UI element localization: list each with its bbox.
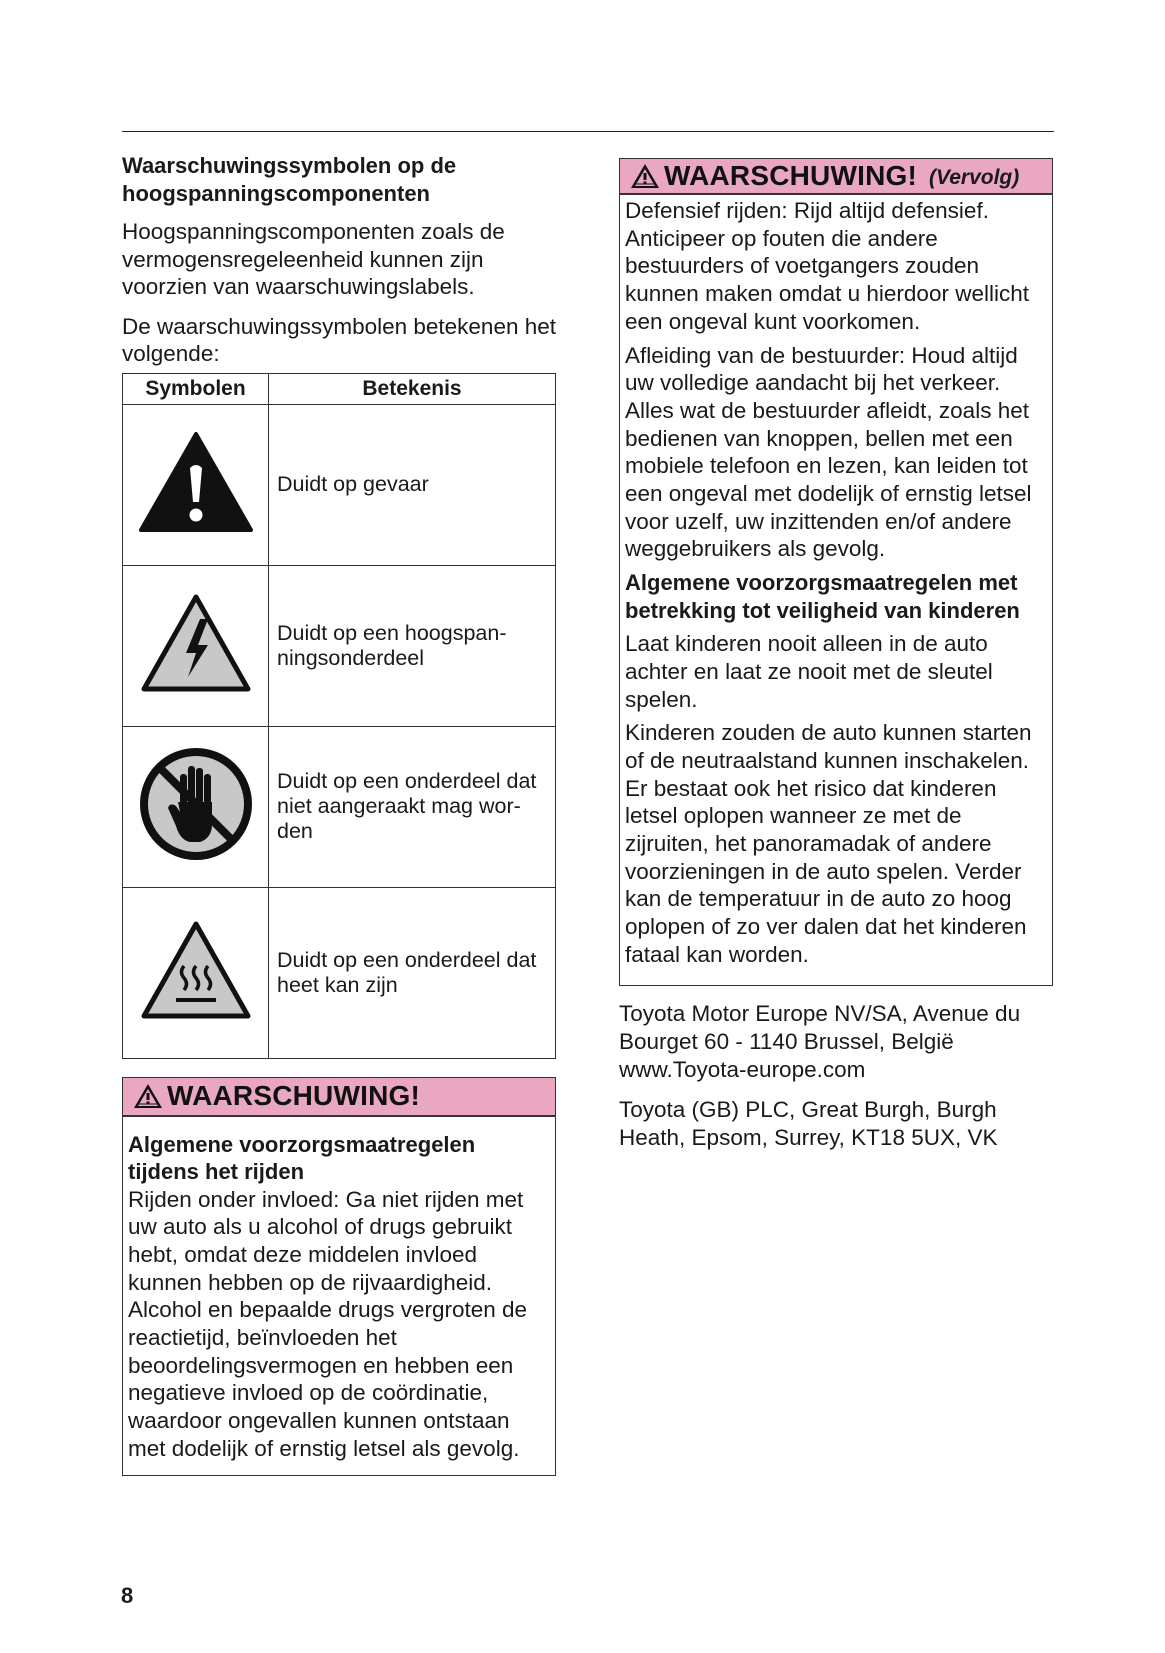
warning-paragraph: Defensief rijden: Rijd altijd defensief. Anticipeer op fouten die andere bestuurders of voetgangers zouden kunnen maken omdat u hierdoor wellicht een ongeval kunt voorkomen. (625, 198, 1029, 334)
warning-header (123, 1078, 555, 1117)
warning-paragraph: Kinderen zouden de auto kunnen starten of de neutraalstand kunnen inschakelen. Er bestaat ook het risico dat kinderen letsel oplopen wanneer ze met de zijruiten, het panoramadak of andere voorzieningen in de auto spelen. Verder kan de temperatuur in de auto zo hoog oplopen of zo ver dalen dat het kinderen fataal kan worden. (625, 720, 1032, 967)
address-tme: Toyota Motor Europe NV/SA, Avenue du Bourget 60 - 1140 Brussel, België www.Toyota-europe.com (619, 1000, 1021, 1082)
meaning-text: Duidt op een hoogspan- ningsonderdeel (277, 620, 507, 670)
top-rule (122, 131, 1054, 132)
right-column (619, 158, 1053, 1164)
section-heading: Waarschuwingssymbolen op de hoogspanningscomponenten (122, 153, 457, 206)
high-voltage-icon (138, 591, 254, 695)
danger-exclamation-icon (138, 430, 254, 534)
warning-header (620, 159, 1052, 195)
warning-triangle-icon (630, 163, 660, 189)
table-row (123, 565, 556, 726)
do-not-touch-icon (138, 746, 254, 862)
symbols-table (122, 373, 556, 1059)
header-betekenis: Betekenis (269, 373, 556, 404)
warning-text: Rijden onder invloed: Ga niet rijden met uw auto als u alcohol of drugs gebruikt hebt, omdat deze middelen invloed kunnen hebben op de rijvaardigheid. Alcohol en bepaalde drugs vergroten de reactietijd, beïnvloeden het beoordelingsvermogen en hebben een negatieve invloed op de coördinatie, waardoor ongevallen kunnen ontstaan met dodelijk of ernstig letsel als gevolg. (128, 1186, 528, 1461)
header-symbolen: Symbolen (123, 373, 269, 404)
warning-box (122, 1077, 556, 1476)
table-row (123, 887, 556, 1058)
warning-paragraph: Laat kinderen nooit alleen in de auto achter en laat ze nooit met de sleutel spelen. (625, 631, 993, 712)
warning-subtitle: (Vervolg) (929, 166, 1020, 189)
warning-paragraph: Afleiding van de bestuurder: Houd altijd uw volledige aandacht bij het verkeer. Alles wat de bestuurder afleidt, zoals het bedienen van knoppen, bellen met een mobiele telefoon en lezen, kan leiden tot een ongeval met dodelijk of ernstig letsel voor uzelf, uw inzittenden en/of andere weggebruikers als gevolg. (625, 342, 1032, 562)
lead-paragraph: De waarschuwingssymbolen betekenen het volgende: (122, 313, 557, 366)
warning-box-continued (619, 158, 1053, 986)
warning-triangle-icon (133, 1083, 163, 1109)
warning-title: WAARSCHUWING! (167, 1080, 421, 1111)
page-number: 8 (121, 1583, 134, 1608)
hot-surface-icon (138, 918, 254, 1022)
table-row (123, 404, 556, 565)
warning-title: WAARSCHUWING! (664, 160, 918, 191)
meaning-text: Duidt op een onderdeel dat heet kan zijn (277, 947, 537, 997)
meaning-text: Duidt op gevaar (277, 472, 429, 496)
table-row (123, 726, 556, 887)
intro-paragraph: Hoogspanningscomponenten zoals de vermogensregeleenheid kunnen zijn voorzien van waarschuwingslabels. (122, 219, 505, 299)
table-header-row (123, 373, 556, 404)
warning-heading: Algemene voorzorgsmaatregelen tijdens het rijden (128, 1131, 476, 1184)
left-column (122, 152, 556, 1476)
address-gb: Toyota (GB) PLC, Great Burgh, Burgh Heath, Epsom, Surrey, KT18 5UX, VK (619, 1096, 998, 1150)
meaning-text: Duidt op een onderdeel dat niet aangeraakt mag wor- den (277, 769, 537, 843)
warning-heading: Algemene voorzorgsmaatregelen met betrekking tot veiligheid van kinderen (625, 570, 1020, 623)
